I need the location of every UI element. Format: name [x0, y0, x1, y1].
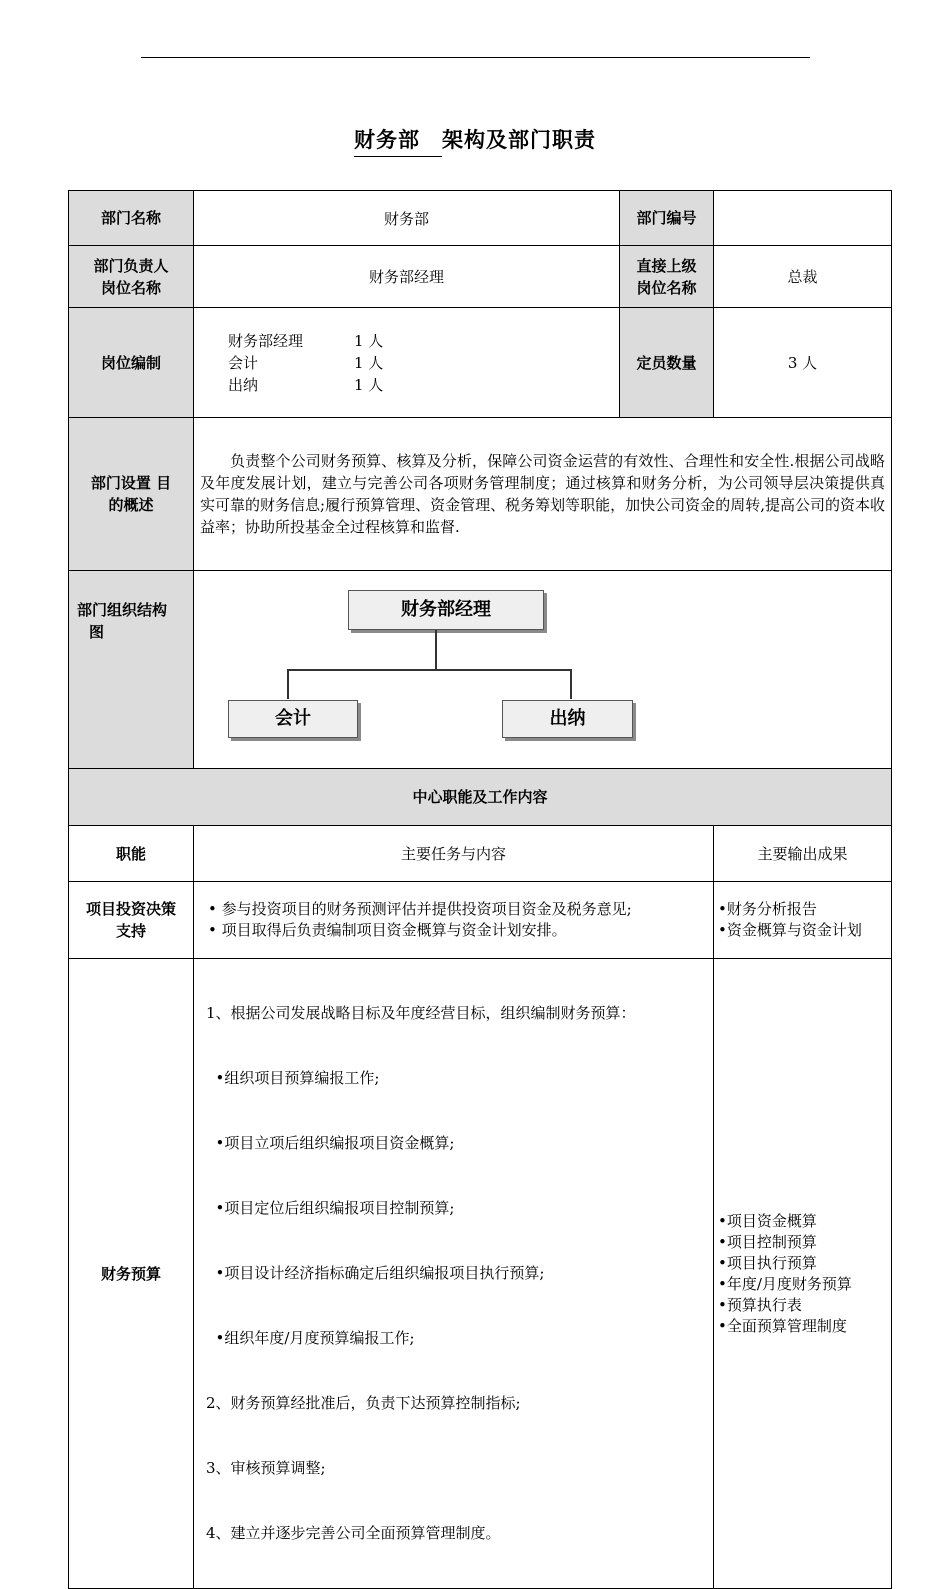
staffing-count: 1 人	[354, 353, 384, 372]
table-row	[69, 308, 892, 418]
list-item: •项目定位后组织编报项目控制预算;	[206, 1199, 455, 1217]
table-row	[69, 769, 892, 826]
list-item: •全面预算管理制度	[718, 1316, 847, 1335]
list-item: •项目控制预算	[718, 1232, 817, 1251]
staffing-post: 财务部经理	[228, 331, 304, 350]
label-line: 岗位名称	[636, 278, 697, 297]
table-row	[69, 826, 892, 882]
list-item: • 参与投资项目的财务预测评估并提供投资项目资金及税务意见;	[208, 900, 632, 918]
staffing-row	[228, 330, 619, 352]
staffing-label: 岗位编制	[69, 308, 194, 418]
org-label	[69, 571, 194, 769]
list-item: 4、建立并逐步完善公司全面预算管理制度。	[206, 1524, 501, 1542]
headcount-label: 定员数量	[620, 308, 714, 418]
col-tasks-header: 主要任务与内容	[194, 826, 714, 882]
label-line: 项目投资决策	[85, 900, 176, 918]
list-item: •项目资金概算	[718, 1211, 817, 1230]
list-item: •资金概算与资金计划	[718, 921, 862, 939]
table-row	[69, 246, 892, 308]
col-function-header: 职能	[69, 826, 194, 882]
org-connector	[570, 669, 572, 699]
table-row	[69, 882, 892, 959]
head-title-label	[69, 246, 194, 308]
list-item: •组织项目预算编报工作;	[206, 1069, 380, 1087]
table-row	[69, 191, 892, 246]
staffing-post: 出纳	[228, 375, 259, 394]
headcount-value: 3 人	[714, 308, 892, 418]
org-node-cashier: 出纳	[502, 700, 633, 738]
responsibility-table	[68, 190, 892, 1589]
functions-section-title: 中心职能及工作内容	[69, 769, 892, 826]
label-line: 部门负责人	[93, 256, 169, 275]
org-connector	[287, 669, 572, 671]
purpose-body: 负责整个公司财务预算、核算及分析，保障公司资金运营的有效性、合理性和安全性.根据公司战略及年度发展计划，建立与完善公司各项财务管理制度；通过核算和财务分析，为公司领导层决策提供真实可靠的财务信息;履行预算管理、资金管理、税务筹划等职能，加快公司资金的周转,提高公司的资本收益率；协助所投基金全过程核算和监督.	[200, 452, 885, 536]
label-line: 部门组织结构	[77, 601, 168, 619]
label-line: 的概述	[108, 496, 154, 514]
list-item: •财务分析报告	[718, 900, 817, 918]
title-rest: 架构及部门职责	[442, 128, 596, 152]
staffing-count: 1 人	[354, 375, 384, 394]
list-item: •项目立项后组织编报项目资金概算;	[206, 1134, 455, 1152]
list-item: 2、财务预算经批准后，负责下达预算控制指标;	[206, 1394, 521, 1412]
staffing-post: 会计	[228, 353, 259, 372]
header-rule	[141, 57, 810, 58]
list-item: •年度/月度财务预算	[718, 1274, 852, 1293]
function-name	[69, 882, 194, 959]
page-title	[0, 124, 950, 157]
staffing-row	[228, 374, 619, 396]
list-item: 1、根据公司发展战略目标及年度经营目标，组织编制财务预算：	[206, 1004, 636, 1022]
list-item: •预算执行表	[718, 1295, 802, 1314]
dept-code-label: 部门编号	[620, 191, 714, 246]
function-tasks	[194, 959, 714, 1589]
dept-code-value	[714, 191, 892, 246]
table-row	[69, 571, 892, 769]
function-outputs	[714, 882, 892, 959]
org-node-accountant: 会计	[228, 700, 358, 738]
list-item: • 项目取得后负责编制项目资金概算与资金计划安排。	[208, 921, 567, 939]
superior-label	[620, 246, 714, 308]
org-chart	[194, 571, 891, 768]
table-row	[69, 418, 892, 571]
dept-name-value: 财务部	[194, 191, 620, 246]
label-line: 岗位名称	[100, 278, 161, 297]
list-item: •项目设计经济指标确定后组织编报项目执行预算;	[206, 1264, 545, 1282]
list-item: •项目执行预算	[718, 1253, 817, 1272]
function-outputs	[714, 959, 892, 1589]
purpose-text	[194, 418, 892, 571]
superior-value: 总裁	[714, 246, 892, 308]
label-line: 图	[89, 623, 105, 641]
label-line: 支持	[115, 922, 146, 940]
label-line: 部门设置 目	[90, 474, 172, 492]
head-title-value: 财务部经理	[194, 246, 620, 308]
staffing-count: 1 人	[354, 331, 384, 350]
function-name: 财务预算	[69, 959, 194, 1589]
purpose-label	[69, 418, 194, 571]
list-item: 3、审核预算调整;	[206, 1459, 326, 1477]
staffing-row	[228, 352, 619, 374]
org-node-manager: 财务部经理	[348, 590, 544, 630]
org-chart-cell	[194, 571, 892, 769]
table-row	[69, 959, 892, 1589]
staffing-list	[194, 308, 620, 418]
org-connector	[435, 630, 437, 670]
function-tasks	[194, 882, 714, 959]
label-line: 直接上级	[636, 256, 697, 275]
col-outputs-header: 主要输出成果	[714, 826, 892, 882]
dept-name-label: 部门名称	[69, 191, 194, 246]
list-item: •组织年度/月度预算编报工作;	[206, 1329, 415, 1347]
title-dept: 财务部	[354, 124, 442, 157]
org-connector	[287, 669, 289, 699]
